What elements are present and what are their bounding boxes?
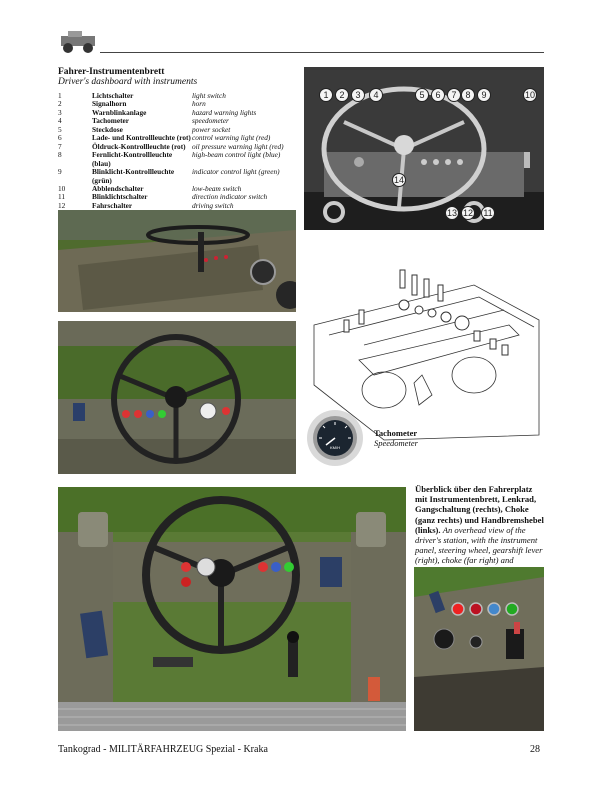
driver-station-overhead-photo xyxy=(58,487,406,731)
legend-row: 11 Blinklichtschalter direction indicator switch xyxy=(58,192,268,202)
legend-row: 7 Öldruck-Kontrollleuchte (rot) oil pressure warning light (red) xyxy=(58,141,284,151)
callout-number: 13 xyxy=(446,208,458,218)
legend-row: 10 Abblendschalter low-beam switch xyxy=(58,183,242,193)
section-subtitle: Driver's dashboard with instruments xyxy=(58,77,198,87)
section-title: Fahrer-Instrumentenbrett xyxy=(58,67,165,77)
legend-row: 8 Fernlicht-Kontrollleuchte (blau) high-beam control light (blue) xyxy=(58,150,281,168)
callout-number: 9 xyxy=(481,90,487,100)
legend-row: 9 Blinklicht-Kontrollleuchte (grün) indicator control light (green) xyxy=(58,167,280,185)
publisher-logo-vehicle xyxy=(58,26,102,56)
callout-number: 10 xyxy=(524,90,536,100)
callout-number: 1 xyxy=(323,90,329,100)
callout-number: 12 xyxy=(462,208,474,218)
callout-number: 3 xyxy=(355,90,361,100)
legend-row: 3 Warnblinkanlage hazard warning lights xyxy=(58,107,257,117)
speedometer-dial-text: KM/H xyxy=(330,445,340,450)
instrument-closeup-photo xyxy=(414,567,544,731)
instrument-legend xyxy=(58,92,298,227)
overview-caption: Überblick über den Fahrerplatz mit Instrumentenbrett, Lenkrad, Gangschaltung (rechts), Choke (ganz rechts) und Handbremshebel (links). An overhead view of the driver's station, with the instrument panel, steering wheel, gearshift lever (right), choke (far right) and xyxy=(415,484,544,566)
dashboard-side-photo xyxy=(58,210,296,312)
legend-row: 6 Lade- und Kontrollleuchte (rot) control warning light (red) xyxy=(58,133,271,143)
callout-number: 6 xyxy=(435,90,441,100)
legend-row: 4 Tachometer speedometer xyxy=(58,116,229,126)
dashboard-bw-photo xyxy=(304,67,544,230)
speedometer-caption: Tachometer Speedometer xyxy=(374,428,418,448)
footer-publication: Tankograd - MILITÄRFAHRZEUG Spezial - Kraka xyxy=(58,744,268,755)
callout-number: 11 xyxy=(483,208,493,218)
callout-number: 7 xyxy=(451,90,457,100)
legend-row: 2 Signalhorn horn xyxy=(58,99,206,109)
legend-row: 1 Lichtschalter light switch xyxy=(58,91,226,100)
dashboard-steering-photo xyxy=(58,321,296,474)
header-rule xyxy=(100,52,544,53)
callout-number: 14 xyxy=(393,175,405,185)
callout-number: 2 xyxy=(339,90,345,100)
callout-number: 8 xyxy=(465,90,471,100)
callout-number: 4 xyxy=(373,90,379,100)
legend-row: 5 Steckdose power socket xyxy=(58,124,231,134)
page-number: 28 xyxy=(530,744,540,755)
legend-row: 12 Fahrschalter driving switch xyxy=(58,200,234,210)
speedometer-closeup xyxy=(306,409,364,467)
callout-number: 5 xyxy=(419,90,425,100)
